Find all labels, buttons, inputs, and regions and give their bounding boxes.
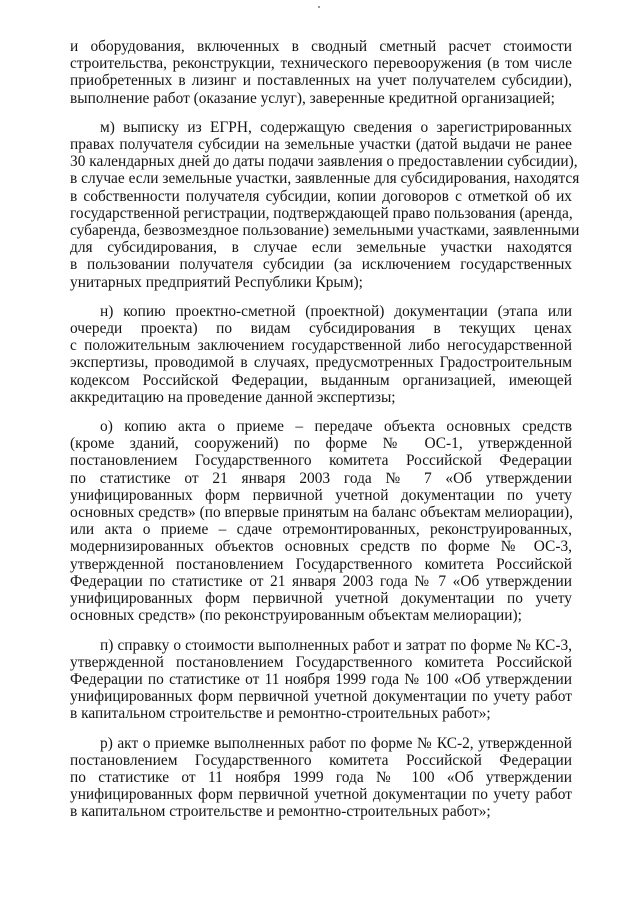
text-line: субаренда, безвозмездное пользование) земельными участками, заявленными — [70, 222, 580, 240]
text-line: модернизированных объектов основных средств по форме № ОС-3, — [70, 538, 572, 556]
text-line: основных средств» (по впервые принятым на баланс объектам мелиорации), — [70, 504, 574, 522]
text-line: Федерации по статистике от 11 ноября 1999 года № 100 «Об утверждении — [70, 670, 572, 688]
text-line: по статистике от 11 ноября 1999 года № 100 «Об утверждении — [70, 768, 572, 786]
text-line: в пользовании получателя субсидии (за исключением государственных — [70, 256, 572, 274]
paragraph — [70, 38, 572, 107]
text-line: в случае если земельные участки, заявленные для субсидирования, находятся — [70, 170, 580, 188]
text-line: в капитальном строительстве и ремонтно-строительных работ»; — [70, 803, 491, 821]
text-line: в капитальном строительстве и ремонтно-строительных работ»; — [70, 705, 491, 723]
text-line: п) справку о стоимости выполненных работ и затрат по форме № КС-3, — [100, 636, 572, 654]
text-line: утвержденной постановлением Государственного комитета Российской — [70, 653, 572, 671]
text-line: унифицированных форм первичной учетной документации по учету — [70, 590, 572, 608]
paragraph — [70, 303, 572, 406]
text-line: для субсидирования, в случае если земельные участки находятся — [70, 239, 572, 257]
text-line: утвержденной постановлением Государственного комитета Российской — [70, 555, 572, 573]
text-line: Федерации по статистике от 21 января 2003 года № 7 «Об утверждении — [70, 572, 572, 590]
text-line: или акта о приеме – сдаче отремонтированных, реконструированных, — [70, 521, 572, 539]
text-line: о) копию акта о приеме – передаче объекта основных средств — [100, 418, 572, 436]
text-line: экспертизы, проводимой в случаях, предусмотренных Градостроительным — [70, 354, 572, 372]
text-line: унифицированных форм первичной учетной документации по учету работ — [70, 688, 572, 706]
text-line: постановлением Государственного комитета Российской Федерации — [70, 751, 572, 769]
text-line: кодексом Российской Федерации, выданным организацией, имеющей — [70, 371, 572, 389]
text-line: строительства, реконструкции, технического перевооружения (в том числе — [70, 55, 572, 73]
paragraph — [70, 418, 572, 624]
text-line: основных средств» (по реконструированным объектам мелиорации); — [70, 607, 522, 625]
text-line: унитарных предприятий Республики Крым); — [70, 273, 363, 291]
paragraph — [70, 118, 580, 291]
text-line: выполнение работ (оказание услуг), заверенные кредитной организацией; — [70, 89, 555, 107]
text-line: государственной регистрации, подтверждающей право пользования (аренда, — [70, 204, 573, 222]
text-line: р) акт о приемке выполненных работ по форме № КС-2, утвержденной — [100, 734, 572, 752]
text-line: аккредитацию на проведение данной экспертизы; — [70, 388, 396, 406]
text-line: унифицированных форм первичной учетной документации по учету работ — [70, 786, 572, 804]
text-line: и оборудования, включенных в сводный сметный расчет стоимости — [70, 38, 572, 55]
text-line: с положительным заключением государственной либо негосударственной — [70, 337, 572, 355]
text-line: по статистике от 21 января 2003 года № 7 «Об утверждении — [70, 469, 572, 487]
text-line: м) выписку из ЕГРН, содержащую сведения о зарегистрированных — [100, 118, 572, 136]
text-line: в собственности получателя субсидии, копии договоров с отметкой об их — [70, 187, 572, 205]
text-line: (кроме зданий, сооружений) по форме № ОС-1, утвержденной — [70, 435, 572, 453]
document-body — [70, 38, 580, 833]
text-line: н) копию проектно-сметной (проектной) документации (этапа или — [100, 302, 572, 320]
text-line: унифицированных форм первичной учетной документации по учету — [70, 486, 572, 504]
text-line: постановлением Государственного комитета Российской Федерации — [70, 452, 572, 470]
text-line: приобретенных в лизинг и поставленных на учет получателем субсидии), — [70, 72, 572, 90]
scan-mark — [318, 6, 320, 8]
paragraph — [70, 735, 572, 821]
text-line: очереди проекта) по видам субсидирования в текущих ценах — [70, 320, 572, 338]
text-line: 30 календарных дней до даты подачи заявления о предоставлении субсидии), — [70, 153, 578, 171]
paragraph — [70, 637, 572, 723]
text-line: правах получателя субсидии на земельные участки (датой выдачи не ранее — [70, 136, 572, 154]
